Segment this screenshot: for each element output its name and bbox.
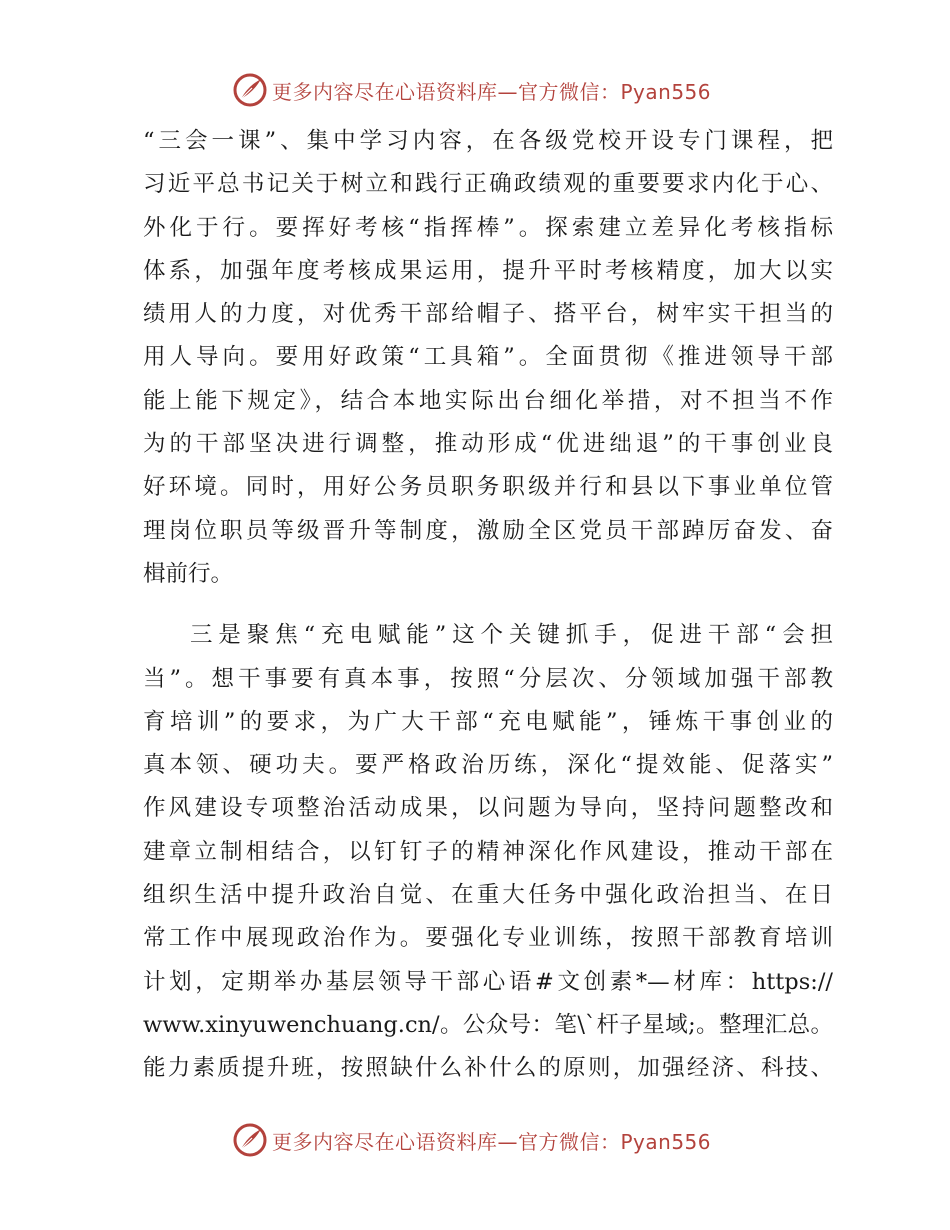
document-body bbox=[143, 120, 833, 1091]
text-line: 能力素质提升班，按照缺什么补什么的原则，加强经济、科技、 bbox=[143, 1055, 833, 1082]
text-line: 育培训”的要求，为广大干部“充电赋能”，锤炼干事创业的 bbox=[143, 708, 833, 735]
text-line: 作风建设专项整治活动成果，以问题为导向，坚持问题整改和 bbox=[143, 795, 833, 822]
text-line: 为的干部坚决进行调整，推动形成“优进绌退”的干事创业良 bbox=[143, 431, 833, 458]
text-line: 楫前行。 bbox=[143, 560, 234, 587]
text-line: 绩用人的力度，对优秀干部给帽子、搭平台，树牢实干担当的 bbox=[143, 301, 833, 328]
header-watermark bbox=[232, 72, 711, 108]
feather-pen-logo-icon bbox=[232, 1122, 268, 1158]
text-line: “三会一课”、集中学习内容，在各级党校开设专门课程，把 bbox=[143, 128, 833, 154]
text-line: 组织生活中提升政治自觉、在重大任务中强化政治担当、在日 bbox=[143, 882, 833, 909]
text-line: 能上能下规定》，结合本地实际出台细化举措，对不担当不作 bbox=[143, 387, 833, 414]
text-line: 好环境。同时，用好公务员职务职级并行和县以下事业单位管 bbox=[143, 474, 833, 501]
text-line: 建章立制相结合，以钉钉子的精神深化作风建设，推动干部在 bbox=[143, 838, 833, 865]
text-line: 当”。想干事要有真本事，按照“分层次、分领域加强干部教 bbox=[143, 665, 833, 692]
watermark-text: 更多内容尽在心语资料库—官方微信：Pyan556 bbox=[272, 79, 712, 104]
text-line: 用人导向。要用好政策“工具箱”。全面贯彻《推进领导干部 bbox=[143, 344, 833, 371]
paragraph bbox=[143, 614, 833, 1090]
text-line: www.xinyuwenchuang.cn/。公众号：笔\`杆子星域;。整理汇总。 bbox=[143, 1011, 833, 1038]
text-line: 三是聚焦“充电赋能”这个关键抓手，促进干部“会担 bbox=[190, 622, 833, 649]
text-line: 常工作中展现政治作为。要强化专业训练，按照干部教育培训 bbox=[143, 925, 833, 952]
paragraph bbox=[143, 120, 833, 596]
text-line: 计划，定期举办基层领导干部心语#文创素*—材库：https:// bbox=[143, 968, 833, 995]
watermark-text: 更多内容尽在心语资料库—官方微信：Pyan556 bbox=[272, 1129, 712, 1154]
text-line: 体系，加强年度考核成果运用，提升平时考核精度，加大以实 bbox=[143, 257, 833, 284]
text-line: 习近平总书记关于树立和践行正确政绩观的重要要求内化于心、 bbox=[143, 171, 833, 198]
footer-watermark bbox=[232, 1122, 711, 1158]
text-line: 理岗位职员等级晋升等制度，激励全区党员干部踔厉奋发、奋 bbox=[143, 517, 833, 544]
text-line: 真本领、硬功夫。要严格政治历练，深化“提效能、促落实” bbox=[143, 752, 833, 779]
feather-pen-logo-icon bbox=[232, 72, 268, 108]
text-line: 外化于行。要挥好考核“指挥棒”。探索建立差异化考核指标 bbox=[143, 214, 833, 241]
